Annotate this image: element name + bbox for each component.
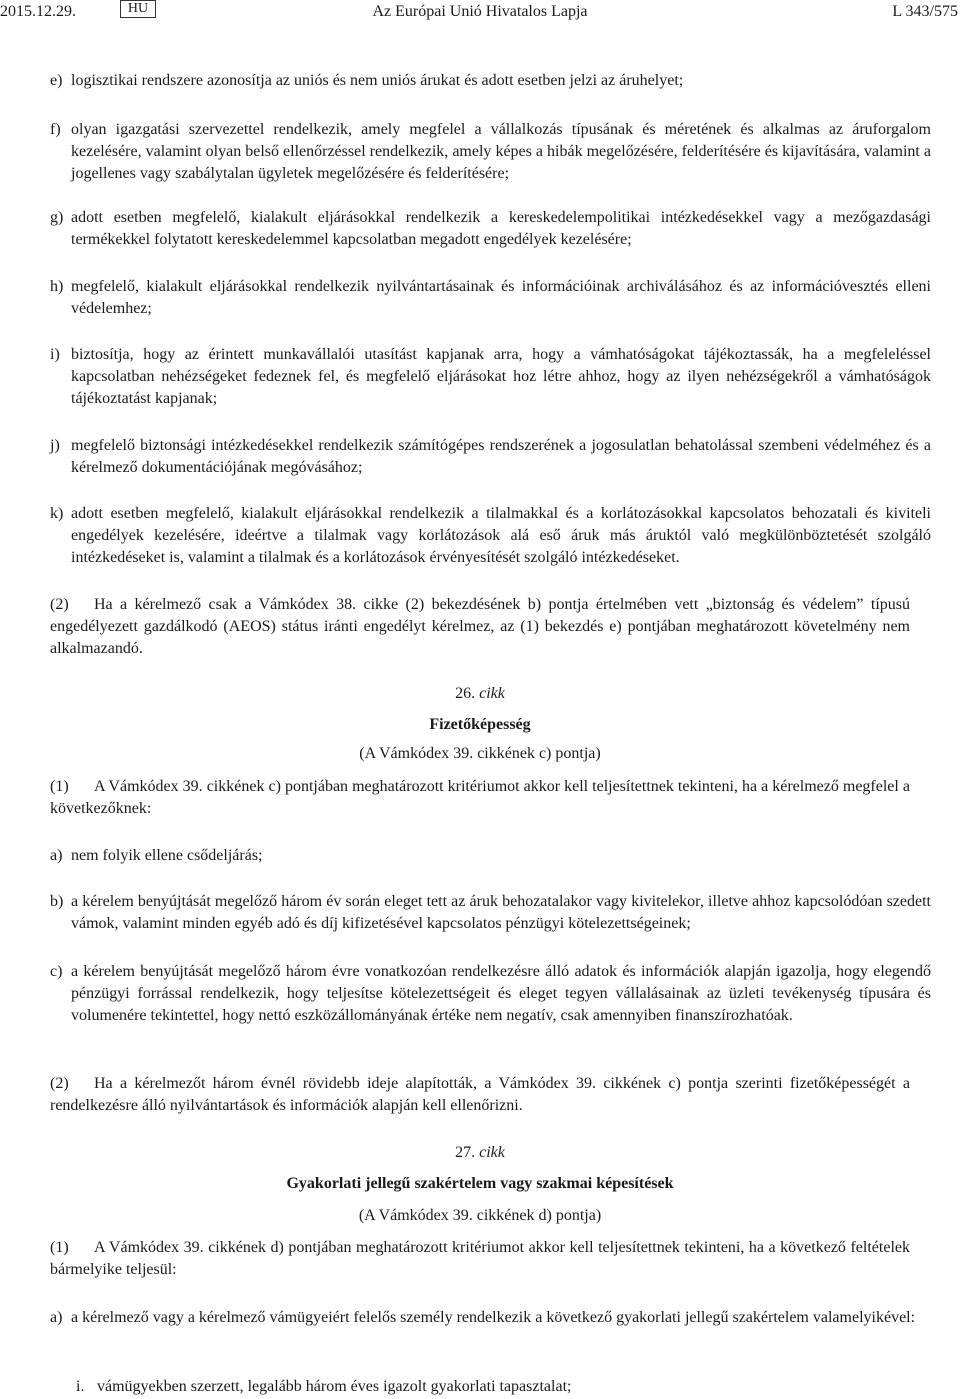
art27-item-a	[50, 1307, 931, 1329]
item-label: a)	[50, 847, 63, 864]
article-word: cikk	[479, 685, 505, 702]
paragraph-text: Ha a kérelmezőt három évnél rövidebb ideje alapították, a Vámkódex 39. cikkének c) pontja szerinti fizetőképességét a rendelkezésre álló nyilvántartások és információk alapján kell ellenőrizni.	[50, 1075, 910, 1114]
language-badge: HU	[120, 0, 156, 18]
page-number: L 343/575	[892, 3, 958, 20]
item-label: h)	[50, 278, 64, 295]
item-label: f)	[50, 121, 61, 138]
item-label: b)	[50, 893, 64, 910]
art26-item-a	[50, 845, 931, 867]
list-item-f	[50, 119, 931, 185]
list-item-e	[50, 70, 931, 92]
art27-paragraph-1	[50, 1237, 910, 1281]
item-text: nem folyik ellene csődeljárás;	[71, 847, 263, 864]
list-item-h	[50, 276, 931, 320]
item-text: a kérelmező vagy a kérelmező vámügyeiért felelős személy rendelkezik a következő gyakorlati jellegű szakértelem valamelyikével:	[71, 1309, 916, 1326]
item-label: a)	[50, 1309, 63, 1326]
list-item-j	[50, 435, 931, 479]
paragraph-text: A Vámkódex 39. cikkének c) pontjában meghatározott kritériumot akkor kell teljesítettnek tekinteni, ha a kérelmező megfelel a következőknek:	[50, 778, 910, 817]
item-text: vámügyekben szerzett, legalább három éves igazolt gyakorlati tapasztalat;	[97, 1378, 572, 1395]
art26-item-c	[50, 961, 931, 1027]
item-label: j)	[50, 437, 60, 454]
paragraph-text: Ha a kérelmező csak a Vámkódex 38. cikke (2) bekezdésének b) pontja értelmében vett „biztonság és védelem” típusú engedélyezett gazdálkodó (AEOS) státus iránti engedélyt kérelmez, az (1) bekezdés e) pontjában meghatározott követelmény nem alkalmazandó.	[50, 596, 910, 657]
item-text: biztosítja, hogy az érintett munkavállalói utasítást kapjanak arra, hogy a vámhatóságokat tájékoztassák, ha a megfeleléssel kapcsolatban nehézségeket fedeznek fel, és megfelelő eljárásokat hoz létre ahhoz, hogy az ilyen nehézségekről a vámhatóságok tájékoztatást kapjanak;	[71, 346, 931, 407]
item-label: i.	[76, 1378, 85, 1395]
list-item-g	[50, 207, 931, 251]
item-text: a kérelem benyújtását megelőző három évre vonatkozóan rendelkezésre álló adatok és információk alapján igazolja, hogy elegendő pénzügyi forrással rendelkezik, hogy teljesítse kötelezettségeit és eleget tegyen vállalásainak az üzleti tevékenység típusára és volumenére tekintettel, hogy nettó eszközállományának értéke nem negatív, csak amennyiben finanszírozhatóak.	[71, 963, 931, 1024]
item-text: adott esetben megfelelő, kialakult eljárásokkal rendelkezik a kereskedelempolitikai intézkedésekkel vagy a mezőgazdasági termékekkel folytatott kereskedelemmel kapcsolatban megadott engedélyek kezelésére;	[71, 209, 931, 248]
list-item-i	[50, 344, 931, 410]
article-num: 27.	[455, 1144, 476, 1161]
item-label: k)	[50, 505, 64, 522]
article-number	[0, 683, 960, 705]
item-text: logisztikai rendszere azonosítja az uniós és nem uniós árukat és adott esetben jelzi az áruhelyet;	[71, 72, 684, 89]
item-label: e)	[50, 72, 63, 89]
item-label: c)	[50, 963, 63, 980]
item-text: megfelelő biztonsági intézkedésekkel rendelkezik számítógépes rendszerének a jogosulatlan behatolással szembeni védelméhez és a kérelmező dokumentációjának megóvásához;	[71, 437, 931, 476]
paragraph-label: (2)	[50, 596, 69, 613]
paragraph-2	[50, 594, 910, 660]
article-subtitle: (A Vámkódex 39. cikkének d) pontja)	[358, 1207, 602, 1224]
article-num: 26.	[455, 685, 476, 702]
item-text: olyan igazgatási szervezettel rendelkezik, amely megfelel a vállalkozás típusának és méretének és alkalmas az áruforgalom kezelésére, valamint olyan belső ellenőrzéssel rendelkezik, amely képes a hibák megelőzésére, felderítésére és kijavítására, valamint a jogellenes vagy szabálytalan ügyletek megelőzésére és felderítésére;	[71, 121, 931, 182]
item-label: g)	[50, 209, 64, 226]
item-text: adott esetben megfelelő, kialakult eljárásokkal rendelkezik a tilalmakkal és a korlátozásokkal kapcsolatos behozatali és kiviteli engedélyek kezelésére, ideértve a tilalmak vagy korlátozások alá eső áruk más áruktól való megkülönböztetését szolgáló intézkedéseket is, valamint a tilalmak és a korlátozások érvényesítését szolgáló intézkedéseket.	[71, 505, 931, 566]
item-text: megfelelő, kialakult eljárásokkal rendelkezik nyilvántartásainak és információinak archiválásához és az információvesztés elleni védelemhez;	[71, 278, 931, 317]
article-title: Fizetőképesség	[429, 716, 531, 733]
art26-paragraph-2	[50, 1073, 910, 1117]
art26-paragraph-1	[50, 776, 910, 820]
art27-subitem-i	[76, 1376, 931, 1398]
art26-item-b	[50, 891, 931, 935]
article-number	[0, 1142, 960, 1164]
paragraph-text: A Vámkódex 39. cikkének d) pontjában meghatározott kritériumot akkor kell teljesítettnek tekinteni, ha a következő feltételek bármelyike teljesül:	[50, 1239, 910, 1278]
article-word: cikk	[479, 1144, 505, 1161]
paragraph-label: (1)	[50, 778, 69, 795]
article-title: Gyakorlati jellegű szakértelem vagy szakmai képesítések	[286, 1175, 674, 1192]
item-text: a kérelem benyújtását megelőző három év során eleget tett az áruk behozatalakor vagy kivitelekor, illetve ahhoz kapcsolódóan szedett vámok, valamint minden egyéb adó és díj kifizetésével kapcsolatos pénzügyi kötelezettségeinek;	[71, 893, 931, 932]
paragraph-label: (1)	[50, 1239, 69, 1256]
paragraph-label: (2)	[50, 1075, 69, 1092]
item-label: i)	[50, 346, 60, 363]
publication-date: 2015.12.29.	[0, 3, 76, 20]
list-item-k	[50, 503, 931, 569]
journal-title: Az Európai Unió Hivatalos Lapja	[372, 3, 588, 20]
article-subtitle: (A Vámkódex 39. cikkének c) pontja)	[359, 745, 601, 762]
